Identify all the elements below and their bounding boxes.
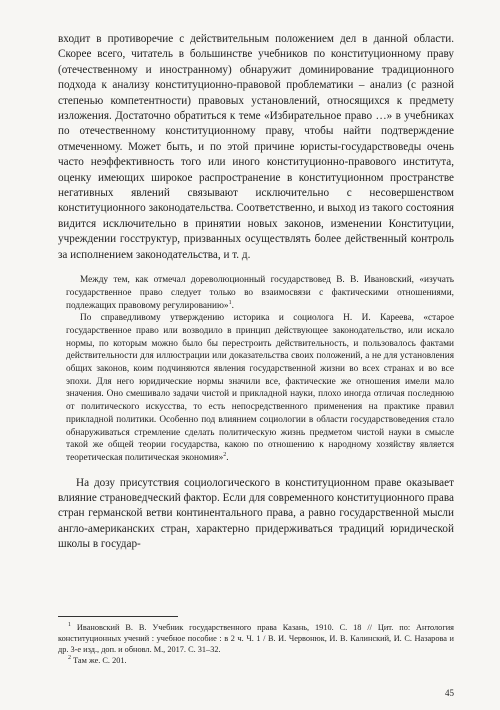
page-number: 45	[445, 688, 454, 698]
footnote-ref[interactable]: 1	[228, 299, 232, 306]
quote-text: Между тем, как отмечал дореволюционный государствовед В. В. Ивановский, «изучать государственное право следует только во взаимосвязи с фактическими отношениями, подлежащих правовому регулированию»	[66, 275, 454, 311]
footnotes	[58, 622, 454, 666]
footnote-ref[interactable]: 2	[223, 451, 227, 458]
footnote	[58, 622, 454, 655]
paragraph: входит в противоречие с действительным положением дел в данной области. Скорее всего, читатель в большинстве учебников по конституционному праву (отечественному и иностранному) обнаружит доминирование традиционного подхода к анализу конституционно-правовой проблематики – анализ (с разной степенью компетентности) правовых установлений, относящихся к предмету изложения. Достаточно обратиться к теме «Избирательное право …» в учебниках по отечественному конституционному праву, чтобы найти подтверждение отмеченному. Может быть, и по этой причине юристы-государствоведы очень часто неэффективность того или иного конституционно-правового института, оценку имеющих широкое распространение в конституционном пространстве негативных явлений связывают исключительно с несовершенством конституционного законодательства. Соответственно, и выход из такого состояния видится исключительно в принятии новых законов, изменении Конституции, учреждении госструктур, призванных осуществлять более действенный контроль за исполнением законодательства, и т. д.	[58, 33, 454, 261]
paragraph: На дозу присутствия социологического в конституционном праве оказывает влияние страноведческий фактор. Если для современного конституционного права стран германской ветви континентального права, а равно государственной мысли англо-американских стран, характерно придерживаться традиций юридической школы в государ-	[58, 476, 454, 551]
quote-paragraph	[66, 274, 454, 312]
quote-paragraph	[66, 312, 454, 464]
punct: .	[231, 300, 234, 311]
footnote-separator	[58, 616, 178, 617]
punct: .	[226, 452, 229, 463]
quote-text: По справедливому утверждению историка и социолога Н. И. Кареева, «старое государственное право или возводило в принцип действующее законодательство, или искало нормы, по которым можно было бы перестроить действительность, и пользовалось фактами действительности для иллюстрации или доказательства своих положений, а не для установления общих законов, коим подчиняются явления государственной жизни во всех странах и во все эпохи. Для него юридические нормы значили все, фактические же отношения имели мало значения. Оно смешивало задачи чистой и прикладной науки, плохо иногда отличая последнюю от политического искусства, то есть непосредственного применения на практике правил прикладной политики. Особенно под влиянием социологии в области государствоведения стало обнаруживаться стремление сделать политическую жизнь предметом чистой науки в смысле такой же общей теории государства, какою по отношению к народному хозяйству является теоретическая политическая экономия»	[66, 313, 454, 463]
footnote-number: 2	[68, 655, 71, 662]
footnote-text: Там же. С. 201.	[71, 656, 127, 665]
footnote-text: Ивановский В. В. Учебник государственного права Казань, 1910. С. 18 // Цит. по: Антология конституционных учений : учебное пособие : в 2 ч. Ч. 1 / В. И. Червонюк, И. В. Калинский, И. С. Назарова и др. 3-е изд., доп. и обновл. М., 2017. С. 31–32.	[58, 623, 454, 654]
main-text-continued	[58, 476, 454, 553]
main-text	[58, 32, 454, 263]
quotation-block	[58, 274, 454, 465]
footnote	[58, 655, 454, 666]
footnote-number: 1	[68, 622, 71, 629]
